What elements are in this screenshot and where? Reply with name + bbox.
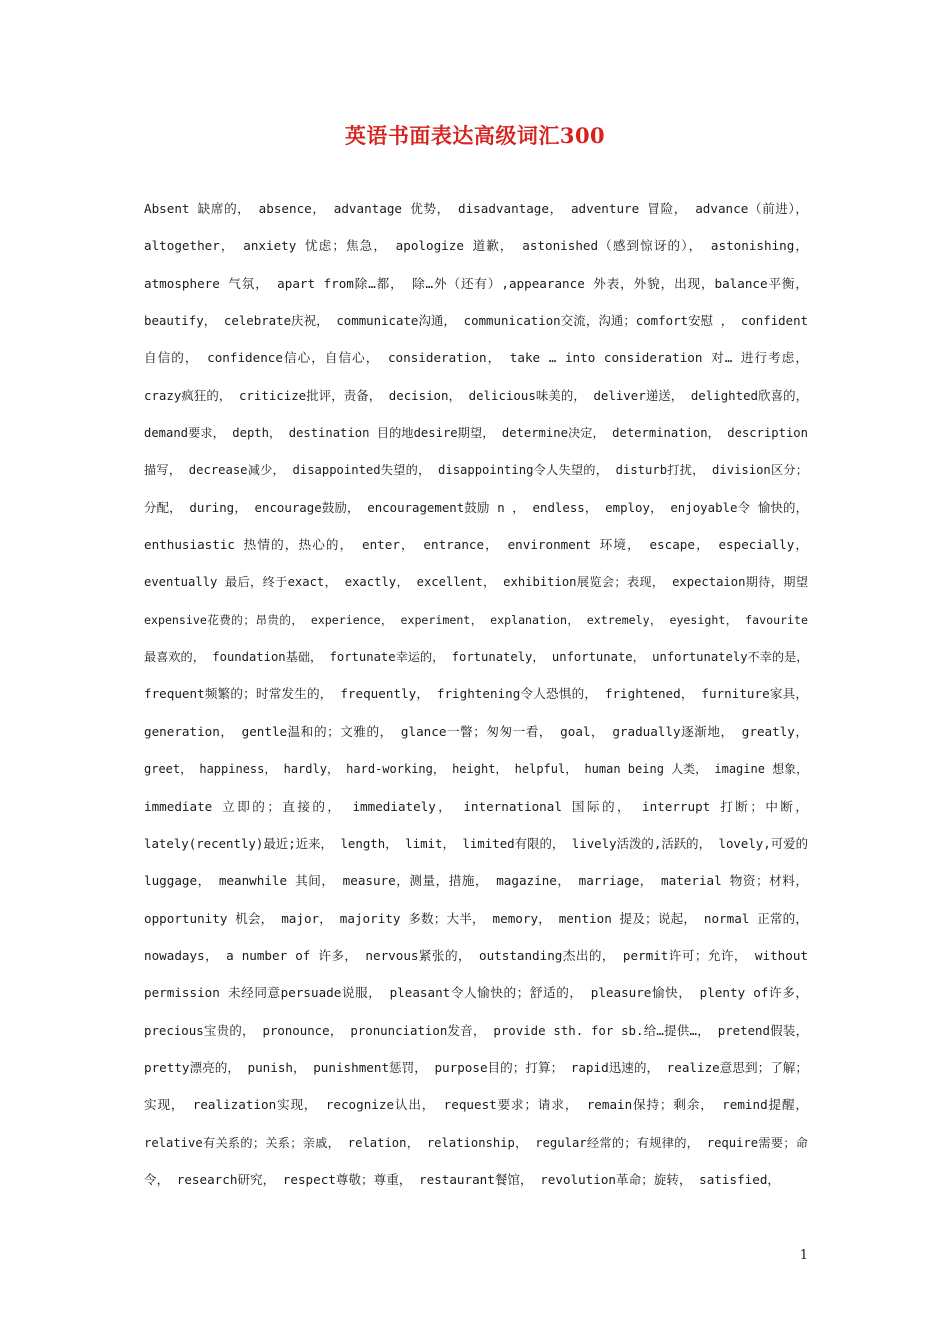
text-line: 自信的， confidence信心，自信心， consideration， take … into consideration 对… 进行考虑， [144,350,808,366]
text-line: frequent频繁的；时常发生的， frequently， frightening令人恐惧的， frightened， furniture家具， [144,686,808,702]
text-line: 分配， during， encourage鼓励， encouragement鼓励 n ， endless， employ， enjoyable令 愉快的， [144,499,808,515]
text-line: lately(recently)最近;近来， length， limit， limited有限的， lively活泼的,活跃的， lovely,可爱的 [144,835,808,851]
text-line: generation， gentle温和的；文雅的， glance一瞥；匆匆一看， goal， gradually逐渐地， greatly， [144,723,808,739]
text-line: opportunity 机会， major， majority 多数；大半， memory， mention 提及；说起， normal 正常的， [144,910,808,926]
text-line: 令， research研究， respect尊敬；尊重， restaurant餐馆， revolution革命；旋转， satisfied， [144,1171,780,1187]
text-line: demand要求， depth， destination 目的地desire期望， determine决定， determination， description [144,426,808,441]
text-line: immediate 立即的；直接的， immediately， international 国际的， interrupt 打断；中断， [144,798,808,814]
page-number: 1 [799,1248,808,1263]
text-line: atmosphere 气氛， apart from除…都， 除…外（还有）,appearance 外表，外貌，出现，balance平衡， [144,275,808,291]
text-line: expensive花费的；昂贵的， experience， experiment， explanation， extremely， eyesight， favourite [144,612,808,627]
text-line: 实现， realization实现， recognize认出， request要求；请求， remain保持；剩余， remind提醒， [144,1097,808,1113]
text-line: 描写， decrease减少， disappointed失望的， disappointing令人失望的， disturb打扰， division区分； [144,463,808,478]
text-line: greet， happiness， hardly， hard-working， height， helpful， human being 人类， imagine 想象， [144,762,808,777]
text-line: beautify， celebrate庆祝， communicate沟通， communication交流，沟通；comfort安慰 ， confident [144,313,808,329]
text-line: enthusiastic 热情的，热心的， enter， entrance， environment 环境， escape， especially， [144,537,808,553]
text-line: 最喜欢的， foundation基础， fortunate幸运的， fortunately， unfortunate， unfortunately不幸的是， [144,650,808,665]
page-title: 英语书面表达高级词汇300 [344,123,606,148]
text-line: relative有关系的；关系；亲戚， relation， relationship， regular经常的；有规律的， require需要；命 [144,1135,808,1150]
text-line: luggage， meanwhile 其间， measure，测量，措施， magazine， marriage， material 物资；材料， [144,873,808,889]
text-line: nowadays， a number of 许多， nervous紧张的， outstanding杰出的， permit许可；允许， without [144,947,808,963]
text-line: precious宝贵的， pronounce， pronunciation发音， provide sth. for sb.给…提供…， pretend假装， [144,1022,808,1038]
text-line: crazy疯狂的， criticize批评，责备， decision， delicious味美的， deliver递送， delighted欣喜的， [144,387,808,403]
text-line: altogether， anxiety 忧虑；焦急， apologize 道歉， astonished（感到惊讶的）， astonishing， [144,238,808,254]
text-line: permission 未经同意persuade说服， pleasant令人愉快的；舒适的， pleasure愉快， plenty of许多， [144,985,808,1001]
text-line: Absent 缺席的， absence， advantage 优势， disadvantage， adventure 冒险， advance（前进）， [144,201,808,216]
text-line: eventually 最后，终于exact， exactly， excellent， exhibition展览会；表现， expectaion期待，期望 [144,575,808,590]
text-line: pretty漂亮的， punish， punishment惩罚， purpose目的；打算； rapid迅速的， realize意思到；了解； [144,1059,808,1075]
body-text [144,195,808,1203]
